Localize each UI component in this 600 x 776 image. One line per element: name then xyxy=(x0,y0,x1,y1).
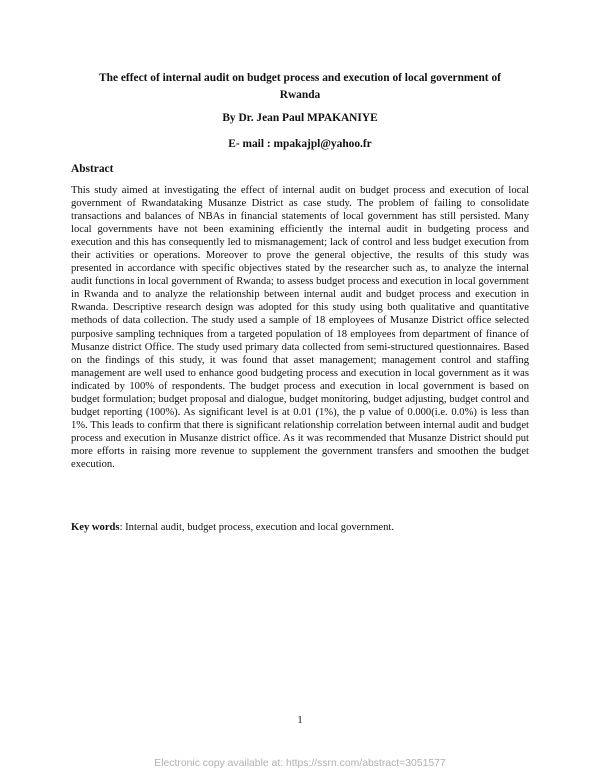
author-email: E- mail : mpakajpl@yahoo.fr xyxy=(228,138,372,150)
keywords-label: Key words xyxy=(71,522,120,533)
keywords-text: : Internal audit, budget process, execution and local government. xyxy=(119,522,395,533)
abstract-heading: Abstract xyxy=(71,163,114,175)
abstract-body: This study aimed at investigating the effect of internal audit on budget process and execution of local government of Rwandataking Musanze District as case study. The problem of failing to consolidate transactions and balances of NBAs in financial statements of local government has still persisted. Many local governments have not been examining efficiently the internal audit in budgeting process and execution and this has consequently led to mismanagement; lack of control and less budget execution from their activities or operations. Moreover to prove the general objective, the results of this study was presented in accordance with specific objectives stated by the researcher such as, to analyze the internal audit functions in local government of Rwanda; to assess budget process and execution in local government in Rwanda and to analyze the relationship between internal audit and budget process and execution in Rwanda. Descriptive research design was adopted for this study using both qualitative and quantitative methods of data collection. The study used a sample of 18 employees of Musanze District office selected purposive sampling techniques from a targeted population of 18 employees from department of finance of Musanze district Office. The study used primary data collected from semi-structured questionnaires. Based on the findings of this study, it was found that asset management; management control and staffing management are well used to enhance good budgeting process and execution in local government as it was indicated by 100% of respondents. The budget process and execution in local government is based on budget formulation; budget proposal and dialogue, budget monitoring, budget adjusting, budget control and budget reporting (100%). As significant level is at 0.01 (1%), the p value of 0.000(i.e. 0.0%) is less than 1%. This leads to confirm that there is significant relationship correlation between internal audit and budget process and execution in Musanze district office. As it was recommended that Musanze District should put more efforts in raising more revenue to supplement the government transfers and smoothen the budget execution. xyxy=(71,185,529,470)
keywords-line xyxy=(71,521,529,535)
paper-title: The effect of internal audit on budget process and execution of local government of Rwanda xyxy=(99,72,501,101)
page-number: 1 xyxy=(297,715,303,726)
ssrn-footer: Electronic copy available at: https://ssrn.com/abstract=3051577 xyxy=(154,758,446,769)
author-line: By Dr. Jean Paul MPAKANIYE xyxy=(222,112,378,124)
